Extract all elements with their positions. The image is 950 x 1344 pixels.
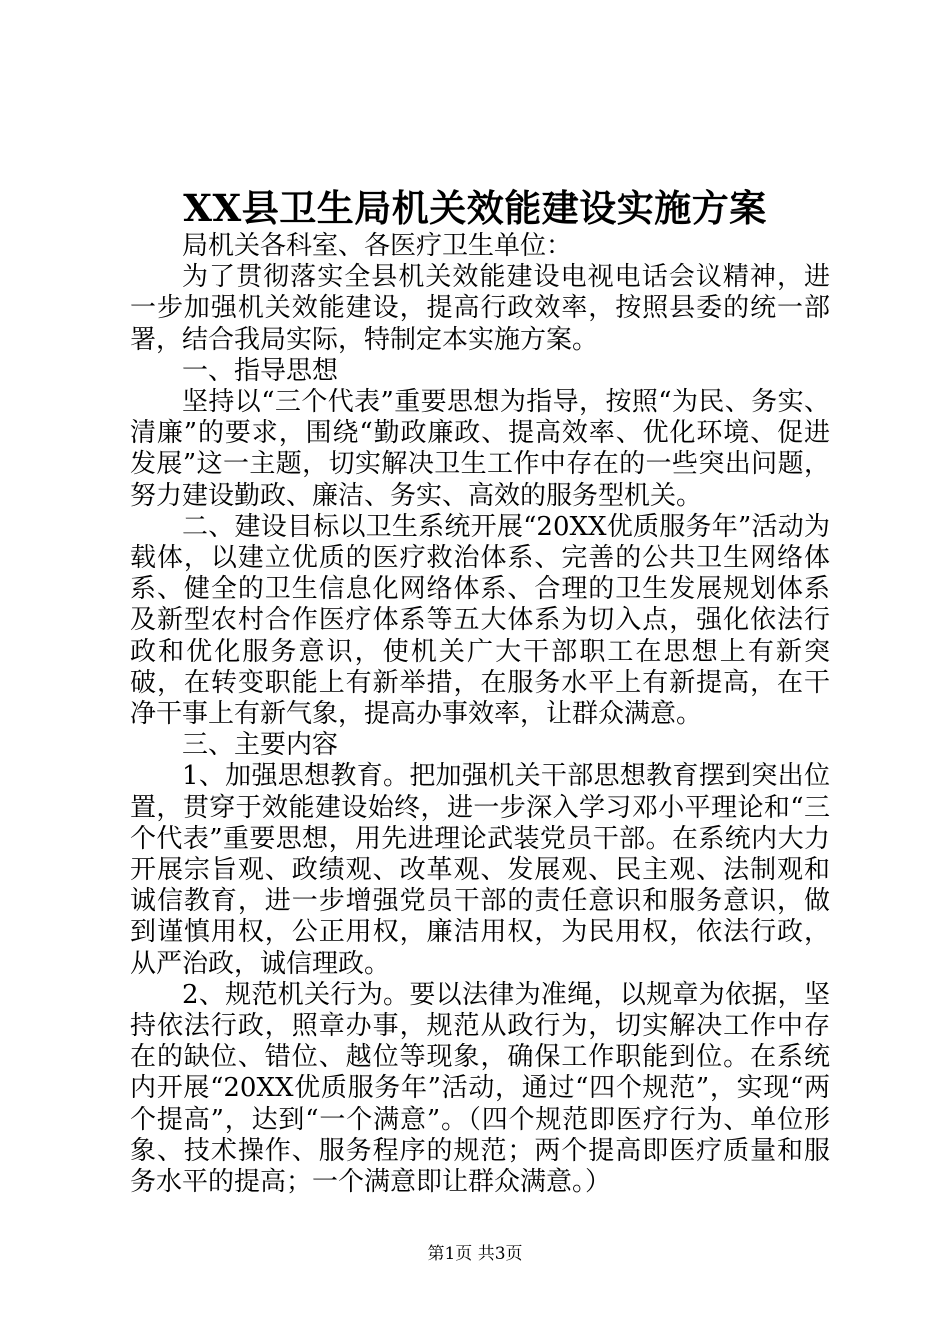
document-title: XX县卫生局机关效能建设实施方案 — [183, 186, 767, 230]
document-body — [130, 231, 830, 1198]
main-content-item-2: 2、规范机关行为。要以法律为准绳，以规章为依据，坚持依法行政，照章办事，规范从政行为，切实解决工作中存在的缺位、错位、越位等现象，确保工作职能到位。在系统内开展“20XX优质服务年”活动，通过“四个规范”，实现“两个提高”，达到“一个满意”。（四个规范即医疗行为、单位形象、技术操作、服务程序的规范；两个提高即医疗质量和服务水平的提高；一个满意即让群众满意。） — [130, 979, 830, 1198]
section-heading-guiding-thought: 一、指导思想 — [182, 355, 339, 386]
salutation-paragraph: 局机关各科室、各医疗卫生单位： — [182, 231, 573, 261]
main-content-item-1: 1、加强思想教育。把加强机关干部思想教育摆到突出位置，贯穿于效能建设始终，进一步深入学习邓小平理论和“三个代表”重要思想，用先进理论武装党员干部。在系统内大力开展宗旨观、政绩观、改革观、发展观、民主观、法制观和诚信教育，进一步增强党员干部的责任意识和服务意识，做到谨慎用权，公正用权，廉洁用权，为民用权，依法行政，从严治政，诚信理政。 — [130, 761, 830, 979]
page-footer: 第1页 共3页 — [427, 1244, 523, 1264]
construction-goal-paragraph: 二、建设目标以卫生系统开展“20XX优质服务年”活动为载体，以建立优质的医疗救治体系、完善的公共卫生网络体系、健全的卫生信息化网络体系、合理的卫生发展规划体系及新型农村合作医疗体系等五大体系为切入点，强化依法行政和优化服务意识，使机关广大干部职工在思想上有新突破，在转变职能上有新举措，在服务水平上有新提高，在干净干事上有新气象，提高办事效率，让群众满意。 — [130, 511, 830, 730]
section-heading-main-content: 三、主要内容 — [182, 730, 339, 761]
intro-paragraph: 为了贯彻落实全县机关效能建设电视电话会议精神，进一步加强机关效能建设，提高行政效率，按照县委的统一部署，结合我局实际，特制定本实施方案。 — [130, 262, 830, 355]
guiding-thought-paragraph: 坚持以“三个代表”重要思想为指导，按照“为民、务实、清廉”的要求，围绕“勤政廉政、提高效率、优化环境、促进发展”这一主题，切实解决卫生工作中存在的一些突出问题，努力建设勤政、廉洁、务实、高效的服务型机关。 — [130, 387, 830, 511]
